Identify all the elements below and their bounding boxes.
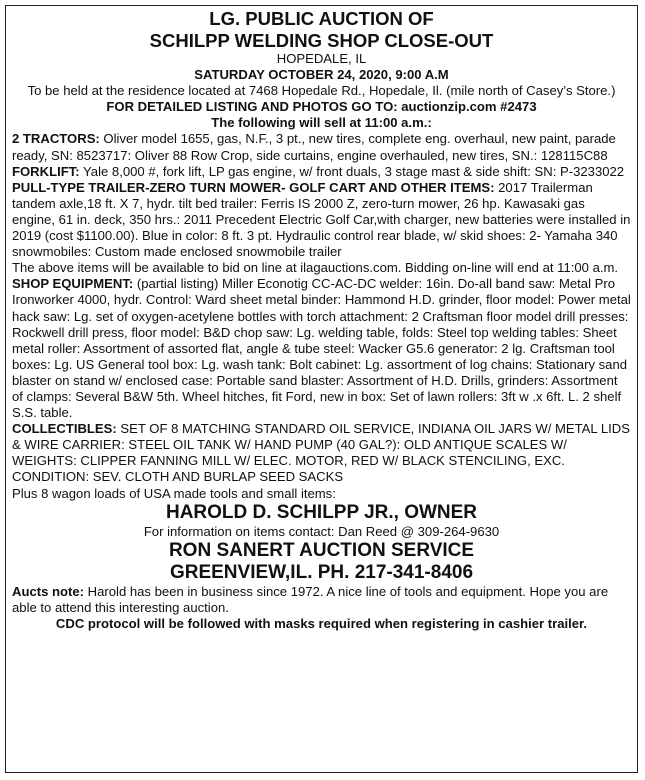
ad-residence: To be held at the residence located at 7468 Hopedale Rd., Hopedale, Il. (mile north of Casey’s Store.)	[27, 83, 616, 99]
shop-heading: SHOP EQUIPMENT:	[12, 276, 134, 292]
contact-line: For information on items contact: Dan Reed @ 309-264-9630	[143, 523, 500, 539]
ad-title-line1: LG. PUBLIC AUCTION OF	[209, 8, 434, 29]
forklift-section	[12, 164, 631, 180]
ad-details-link: FOR DETAILED LISTING AND PHOTOS GO TO: auctionzip.com #2473	[106, 99, 537, 115]
collectibles-heading: COLLECTIBLES:	[12, 421, 117, 437]
shop-section	[12, 276, 631, 421]
collectibles-section	[12, 421, 631, 485]
trailer-heading: PULL-TYPE TRAILER-ZERO TURN MOWER- GOLF CART AND OTHER ITEMS:	[12, 179, 495, 195]
trailer-section	[12, 180, 631, 260]
online-bidding-note: The above items will be available to bid on line at ilagauctions.com. Bidding on-line will end at 11:00 a.m.	[12, 260, 619, 276]
cdc-protocol-line: CDC protocol will be followed with masks required when registering in cashier trailer.	[55, 615, 588, 631]
auction-service: RON SANERT AUCTION SERVICE	[168, 539, 475, 561]
wagon-loads-line: Plus 8 wagon loads of USA made tools and small items:	[12, 485, 336, 501]
collectibles-text: SET OF 8 MATCHING STANDARD OIL SERVICE, INDIANA OIL JARS W/ METAL LIDS & WIRE CARRIER: STEEL OIL TANK W/ HAND PUMP (40 GAL?): OLD ANTIQUE SCALES W/ WEIGHTS: CLIPPER FANNING MILL W/ ELEC. MOTOR, RED W/ BLACK STENCILING, EXC. CONDITION: SEV. CLOTH AND BURLAP SEED SACKS	[12, 421, 630, 485]
tractors-text: Oliver model 1655, gas, N.F., 3 pt., new tires, complete eng. overhaul, new paint, parade ready, SN: 8523717: Oliver 88 Row Crop, side curtains, engine overhauled, new tires, SN.: 128115C88	[12, 131, 616, 163]
tractors-heading: 2 TRACTORS:	[12, 131, 100, 147]
ad-date: SATURDAY OCTOBER 24, 2020, 9:00 A.M	[194, 67, 449, 83]
trailer-text: 2017 Trailerman tandem axle,18 ft. X 7, hydr. tilt bed trailer: Ferris IS 2000 Z, zero-turn mower, 26 hp. Kawasaki gas engine, 61 in. deck, 350 hrs.: 2011 Precedent Electric Golf Car,with charger, new batteries were installed in 2019 (cost $1100.00). Blue in color: 8 ft. 3 pt. Hydraulic control rear blade, w/ skid shoes: 2- Yamaha 340 snowmobiles: Custom made enclosed snowmobile trailer	[12, 179, 631, 260]
owner-name: HAROLD D. SCHILPP JR., OWNER	[165, 501, 478, 523]
forklift-text: Yale 8,000 #, fork lift, LP gas engine, w/ front duals, 3 stage mast & side shift: SN: P-3233022	[79, 163, 625, 179]
tractors-section	[12, 131, 631, 163]
aucts-note-text: Harold has been in business since 1972. A nice line of tools and equipment. Hope you are able to attend this interesting auction.	[12, 583, 609, 615]
auction-ad	[5, 5, 638, 773]
aucts-note	[12, 584, 631, 616]
shop-text: (partial listing) Miller Econotig CC-AC-DC welder: 16in. Do-all band saw: Metal Pro Ironworker 4000, hydr. Control: Ward sheet metal binder: Hammond H.D. grinder, floor model: Power metal hack saw: Lg. set of oxygen-acetylene bottles with torch attachment: 2 Craftsman floor model drill presses: Rockwell drill press, floor model: B&D chop saw: Lg. welding table, folds: Steel top welding tables: Sheet metal roller: Assortment of assorted flat, angle & tube steel: Wacker G5.6 generator: 2 lg. Craftsman tool boxes: Lg. US General tool box: Lg. wash tank: Bolt cabinet: Lg. assortment of log chains: Stationary sand blaster on stand w/ enclosed case: Portable sand blaster: Assortment of H.D. Drills, grinders: Assortment of clamps: Several B&W 5th. Wheel hitches, fit Ford, new in box: Set of lawn rollers: 3ft w .x 6ft. L. 2 shelf S.S. table.	[12, 276, 631, 421]
ad-location: HOPEDALE, IL	[276, 51, 367, 66]
auction-service-phone: GREENVIEW,IL. PH. 217-341-8406	[169, 561, 474, 583]
ad-sell-time: The following will sell at 11:00 a.m.:	[211, 115, 432, 131]
ad-title-line2: SCHILPP WELDING SHOP CLOSE-OUT	[149, 30, 494, 51]
aucts-note-heading: Aucts note:	[12, 583, 85, 599]
forklift-heading: FORKLIFT:	[12, 163, 80, 179]
